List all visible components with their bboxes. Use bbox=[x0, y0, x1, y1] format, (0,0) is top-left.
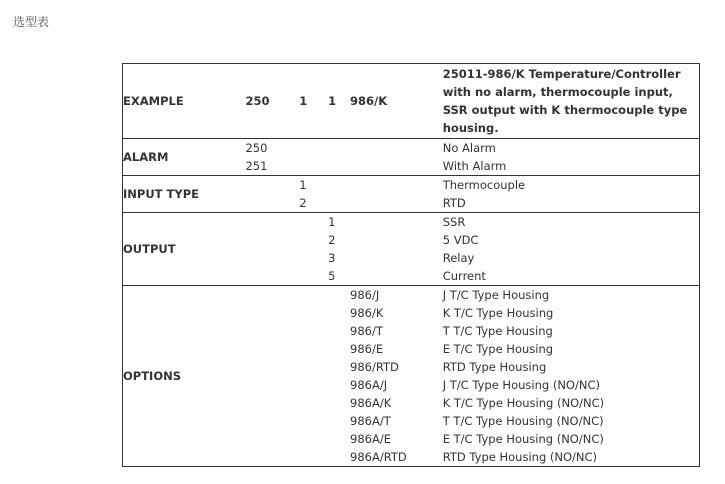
example-description: 25011-986/K Temperature/Controller with no alarm, thermocouple input, SSR output with K thermocouple type housing. bbox=[443, 64, 700, 139]
options-label: OPTIONS bbox=[123, 286, 246, 467]
option-code: 986/E bbox=[350, 342, 384, 356]
output-row bbox=[123, 213, 700, 286]
option-code: 986A/T bbox=[350, 414, 391, 428]
option-description: T T/C Type Housing (NO/NC) bbox=[442, 414, 604, 428]
input-type-label: INPUT TYPE bbox=[123, 176, 246, 213]
model-selection-table bbox=[122, 63, 700, 467]
example-row bbox=[123, 64, 700, 139]
output-code: 2 bbox=[328, 233, 336, 247]
option-code: 986A/K bbox=[350, 396, 392, 410]
alarm-label: ALARM bbox=[123, 139, 246, 176]
output-label: OUTPUT bbox=[123, 213, 246, 286]
option-description: E T/C Type Housing (NO/NC) bbox=[442, 432, 604, 446]
option-description: J T/C Type Housing bbox=[442, 288, 550, 302]
output-description: Current bbox=[442, 269, 486, 283]
example-code-input: 1 bbox=[299, 94, 308, 108]
options-codes bbox=[350, 286, 443, 467]
alarm-code: 250 bbox=[245, 141, 268, 155]
option-description: K T/C Type Housing (NO/NC) bbox=[442, 396, 605, 410]
alarm-description: With Alarm bbox=[442, 159, 507, 173]
alarm-codes bbox=[245, 139, 291, 176]
option-code: 986A/E bbox=[350, 432, 391, 446]
option-code: 986A/RTD bbox=[350, 450, 407, 464]
output-description: SSR bbox=[442, 215, 466, 229]
example-code-option: 986/K bbox=[350, 64, 443, 139]
example-label: EXAMPLE bbox=[123, 64, 246, 139]
input-type-code: 1 bbox=[299, 178, 307, 192]
input-type-codes bbox=[291, 176, 324, 213]
alarm-description: No Alarm bbox=[442, 141, 496, 155]
option-code: 986/RTD bbox=[350, 360, 399, 374]
option-description: RTD Type Housing (NO/NC) bbox=[442, 450, 598, 464]
alarm-descriptions bbox=[443, 139, 700, 176]
option-code: 986/T bbox=[350, 324, 383, 338]
option-code: 986A/J bbox=[350, 378, 388, 392]
input-type-descriptions bbox=[443, 176, 700, 213]
input-type-description: RTD bbox=[442, 196, 466, 210]
output-codes bbox=[324, 213, 350, 286]
output-code: 5 bbox=[328, 269, 336, 283]
input-type-code: 2 bbox=[299, 196, 307, 210]
example-code-alarm: 250 bbox=[245, 64, 291, 139]
alarm-code: 251 bbox=[245, 159, 268, 173]
output-code: 3 bbox=[328, 251, 336, 265]
example-code-output: 1 bbox=[328, 94, 337, 108]
option-code: 986/K bbox=[350, 306, 384, 320]
input-type-row bbox=[123, 176, 700, 213]
options-row bbox=[123, 286, 700, 467]
option-description: K T/C Type Housing bbox=[442, 306, 554, 320]
alarm-row bbox=[123, 139, 700, 176]
option-description: E T/C Type Housing bbox=[442, 342, 554, 356]
input-type-description: Thermocouple bbox=[442, 178, 526, 192]
page-title: 选型表 bbox=[13, 15, 50, 29]
output-description: 5 VDC bbox=[442, 233, 479, 247]
option-description: J T/C Type Housing (NO/NC) bbox=[442, 378, 600, 392]
option-code: 986/J bbox=[350, 288, 380, 302]
output-code: 1 bbox=[328, 215, 336, 229]
options-descriptions bbox=[443, 286, 700, 467]
output-descriptions bbox=[443, 213, 700, 286]
option-description: T T/C Type Housing bbox=[442, 324, 553, 338]
option-description: RTD Type Housing bbox=[442, 360, 547, 374]
output-description: Relay bbox=[442, 251, 475, 265]
